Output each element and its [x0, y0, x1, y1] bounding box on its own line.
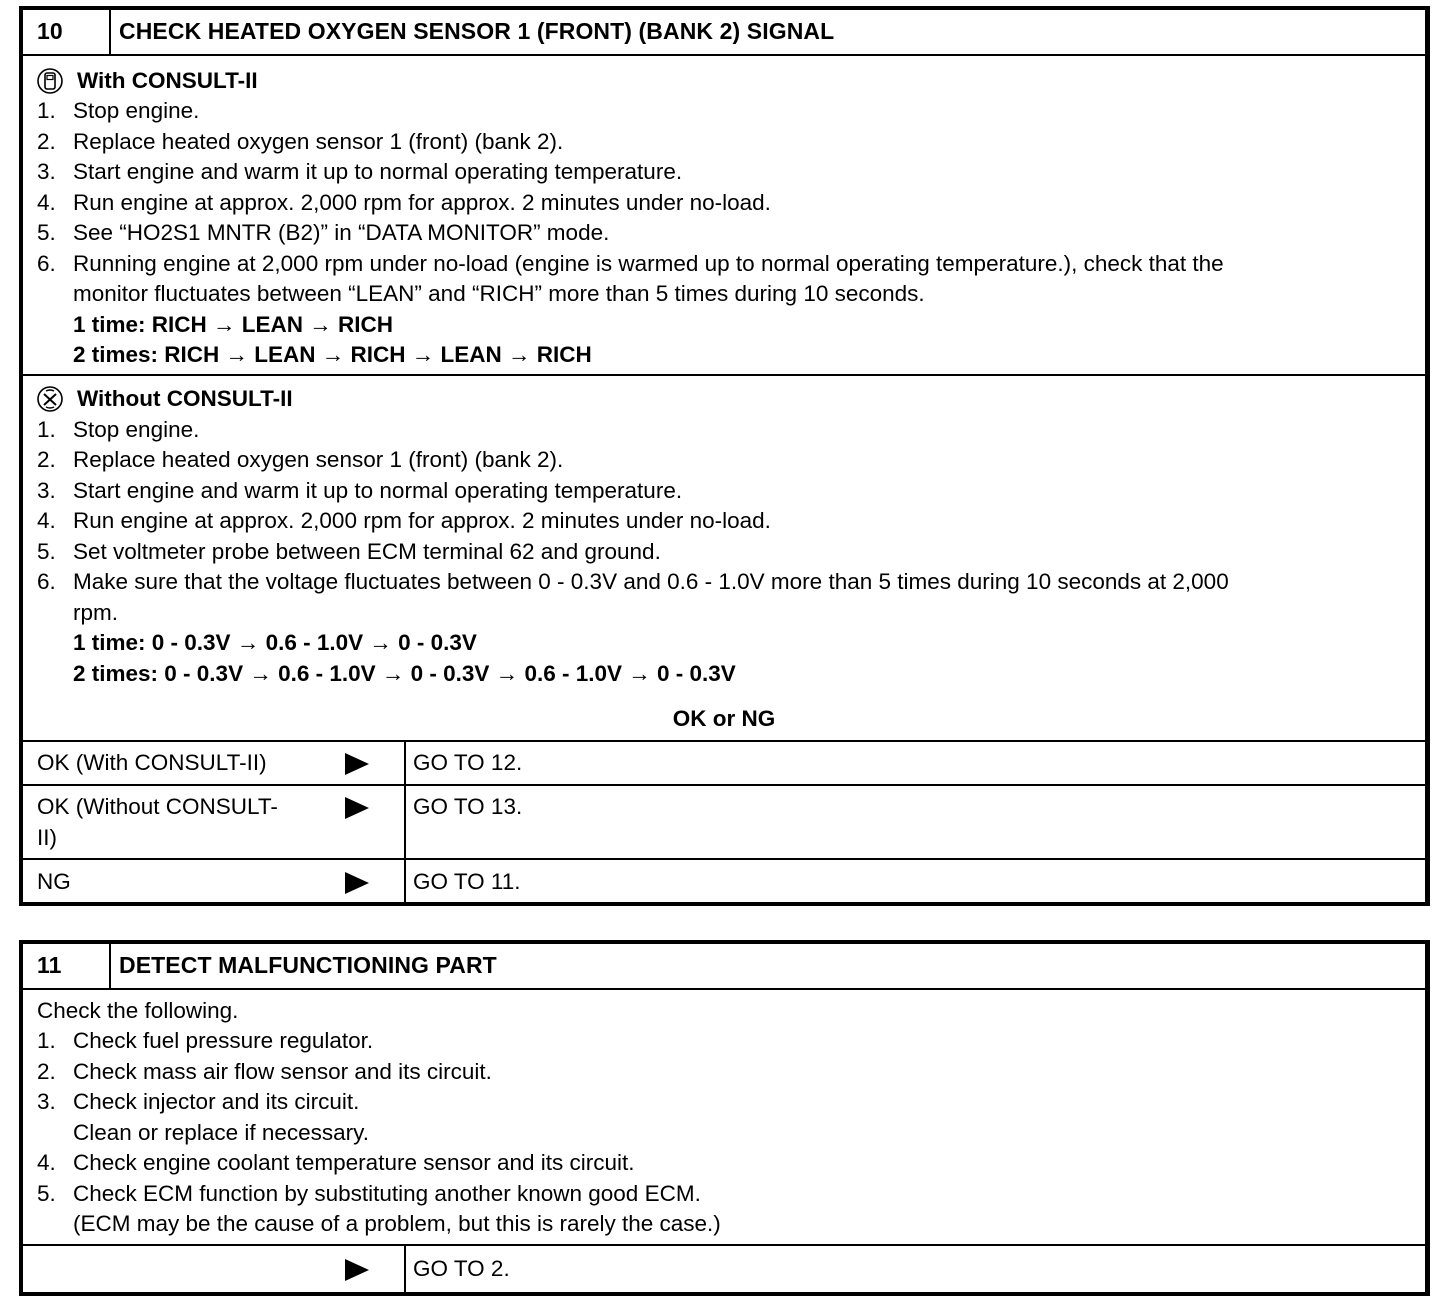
result-action: GO TO 2.	[413, 1256, 510, 1281]
step-text: Check injector and its circuit.	[73, 1089, 360, 1114]
step-index: 1.	[37, 417, 56, 442]
step-text: Start engine and warm it up to normal operating temperature.	[73, 478, 683, 503]
step-number: 10	[37, 18, 63, 44]
step-index: 5.	[37, 220, 56, 245]
step-text: Stop engine.	[73, 417, 200, 442]
result-condition-continued: II)	[37, 825, 57, 850]
step-title-cell	[111, 10, 1425, 54]
step-title: CHECK HEATED OXYGEN SENSOR 1 (FRONT) (BANK 2) SIGNAL	[119, 18, 835, 44]
step-text: See “HO2S1 MNTR (B2)” in “DATA MONITOR” mode.	[73, 220, 610, 245]
step-text: Replace heated oxygen sensor 1 (front) (bank 2).	[73, 129, 564, 154]
step-text: Check ECM function by substituting another known good ECM.	[73, 1181, 701, 1206]
arrow-right-icon	[345, 753, 369, 775]
consult-tool-icon	[37, 68, 63, 94]
step-text: Check mass air flow sensor and its circuit.	[73, 1059, 492, 1084]
step-text: Start engine and warm it up to normal operating temperature.	[73, 159, 683, 184]
step-text-continued: rpm.	[73, 600, 118, 625]
step-10-table	[19, 6, 1430, 906]
spec-one-time: 1 time: 0 - 0.3V → 0.6 - 1.0V → 0 - 0.3V	[73, 630, 477, 655]
step-text: Check fuel pressure regulator.	[73, 1028, 374, 1053]
step-text-continued: (ECM may be the cause of a problem, but this is rarely the case.)	[73, 1211, 721, 1236]
without-consult-section	[23, 374, 1425, 740]
step-index: 3.	[37, 478, 56, 503]
step-text: Replace heated oxygen sensor 1 (front) (bank 2).	[73, 447, 564, 472]
result-condition: OK (Without CONSULT-	[37, 794, 278, 819]
step-text-continued: Clean or replace if necessary.	[73, 1120, 369, 1145]
step-index: 6.	[37, 569, 56, 594]
no-tools-icon	[37, 386, 63, 412]
intro-text: Check the following.	[37, 998, 239, 1023]
result-row-ok-without-consult	[23, 786, 1425, 858]
with-consult-section	[23, 54, 1425, 374]
step-10-header	[23, 10, 1425, 56]
step-11-table	[19, 940, 1430, 1296]
result-action: GO TO 12.	[413, 750, 523, 775]
step-text-continued: monitor fluctuates between “LEAN” and “RICH” more than 5 times during 10 seconds.	[73, 281, 925, 306]
result-action: GO TO 11.	[413, 869, 521, 894]
result-row-next	[23, 1246, 1425, 1292]
without-consult-heading: Without CONSULT-II	[77, 386, 293, 411]
spec-two-times: 2 times: 0 - 0.3V → 0.6 - 1.0V → 0 - 0.3V → 0.6 - 1.0V → 0 - 0.3V	[73, 661, 736, 686]
step-text: Run engine at approx. 2,000 rpm for approx. 2 minutes under no-load.	[73, 508, 771, 533]
step-index: 2.	[37, 447, 56, 472]
step-text: Make sure that the voltage fluctuates between 0 - 0.3V and 0.6 - 1.0V more than 5 times during 10 seconds at 2,000	[73, 569, 1229, 594]
step-text: Running engine at 2,000 rpm under no-load (engine is warmed up to normal operating temperature.), check that the	[73, 251, 1224, 276]
spec-two-times: 2 times: RICH → LEAN → RICH → LEAN → RICH	[73, 342, 592, 367]
result-row-ok-with-consult	[23, 742, 1425, 784]
step-text: Stop engine.	[73, 98, 200, 123]
step-index: 2.	[37, 1059, 56, 1084]
step-index: 3.	[37, 159, 56, 184]
step-text: Check engine coolant temperature sensor and its circuit.	[73, 1150, 635, 1175]
result-condition: OK (With CONSULT-II)	[37, 750, 267, 775]
with-consult-heading: With CONSULT-II	[77, 68, 258, 93]
step-index: 4.	[37, 508, 56, 533]
check-list-section	[23, 988, 1425, 1244]
step-index: 2.	[37, 129, 56, 154]
step-index: 1.	[37, 98, 56, 123]
result-row-ng	[23, 860, 1425, 902]
step-index: 6.	[37, 251, 56, 276]
result-condition: NG	[37, 869, 71, 894]
step-index: 3.	[37, 1089, 56, 1114]
step-index: 4.	[37, 190, 56, 215]
step-11-header	[23, 944, 1425, 990]
spec-one-time: 1 time: RICH → LEAN → RICH	[73, 312, 394, 337]
step-text: Set voltmeter probe between ECM terminal 62 and ground.	[73, 539, 661, 564]
arrow-right-icon	[345, 797, 369, 819]
ok-or-ng-label: OK or NG	[672, 706, 776, 731]
step-index: 1.	[37, 1028, 56, 1053]
result-action: GO TO 13.	[413, 794, 523, 819]
step-title-cell	[111, 944, 1425, 988]
step-text: Run engine at approx. 2,000 rpm for approx. 2 minutes under no-load.	[73, 190, 771, 215]
step-number-cell	[23, 944, 111, 988]
step-number: 11	[37, 952, 62, 978]
step-index: 5.	[37, 1181, 56, 1206]
step-index: 4.	[37, 1150, 56, 1175]
arrow-right-icon	[345, 1259, 369, 1281]
arrow-right-icon	[345, 872, 369, 894]
step-title: DETECT MALFUNCTIONING PART	[119, 952, 497, 978]
step-index: 5.	[37, 539, 56, 564]
step-number-cell	[23, 10, 111, 54]
